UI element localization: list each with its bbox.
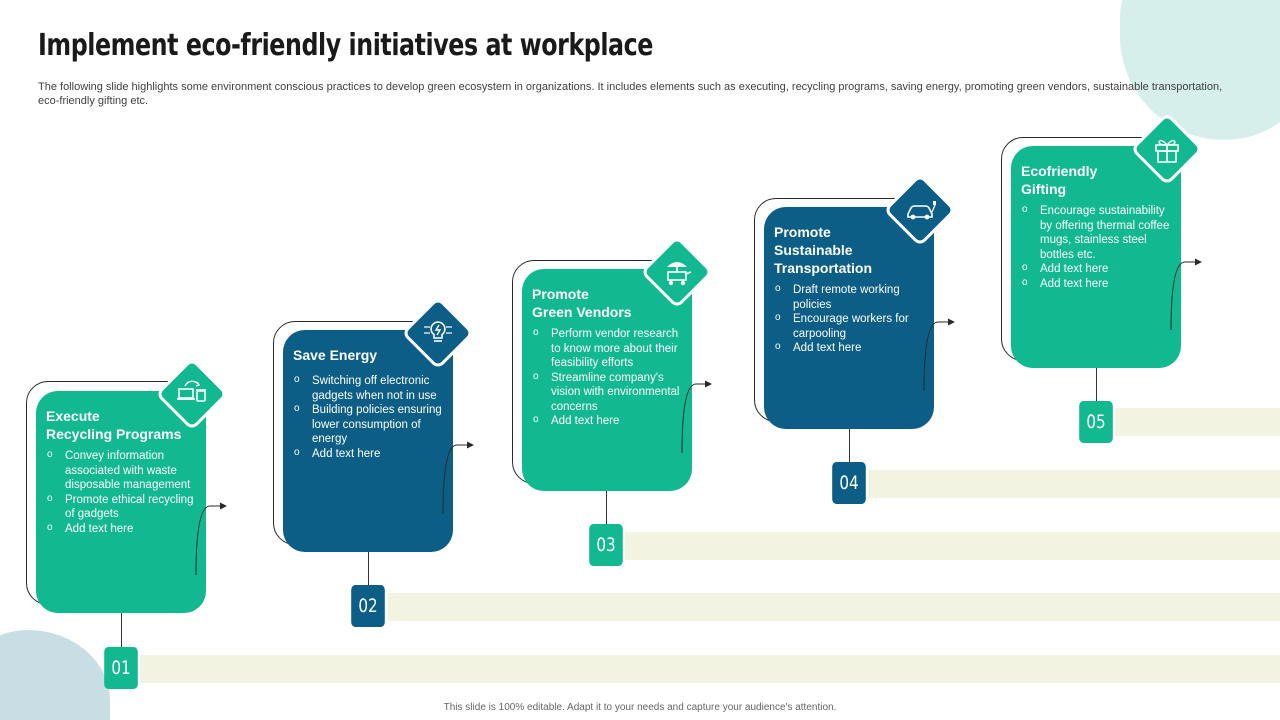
step-band-02 — [388, 593, 1280, 621]
step-band-05 — [1115, 408, 1280, 436]
step-bullet: o Draft remote working policies — [774, 283, 924, 312]
step-bullet-list — [1021, 204, 1171, 291]
step-band-01 — [140, 655, 1280, 683]
step-band-04 — [868, 470, 1280, 498]
step-bullet-list — [46, 449, 196, 536]
step-number-03: 03 — [589, 524, 623, 566]
step-card-gifting — [1011, 146, 1181, 368]
step-heading: Promote Sustainable Transportation — [774, 224, 873, 276]
step-connector-03 — [606, 491, 607, 524]
step-card-transportation — [764, 207, 934, 429]
step-card-green-vendors — [522, 269, 692, 491]
step-heading: Promote Green Vendors — [532, 286, 632, 320]
step-bullet: o Add text here — [293, 447, 443, 462]
footer-note: This slide is 100% editable. Adapt it to your needs and capture your audience's attention. — [443, 702, 837, 713]
step-bullet: o Encourage sustainability by offering thermal coffee mugs, stainless steel bottles etc. — [1021, 204, 1171, 262]
step-bullet-list — [774, 283, 924, 356]
step-bullet-list — [293, 374, 443, 461]
step-card-recycling — [36, 391, 206, 613]
step-card-save-energy — [283, 330, 453, 552]
step-heading: Execute Recycling Programs — [46, 408, 182, 442]
step-number-02: 02 — [351, 585, 385, 627]
page-subtitle: The following slide highlights some environment conscious practices to develop green ecosystem in organizations. It includes elements such as executing, recycling programs, saving energy, promoting green vendors, sustainable transportation, eco-friendly gifting etc. — [38, 81, 1223, 107]
page-title: Implement eco-friendly initiatives at workplace — [38, 28, 653, 63]
step-connector-05 — [1096, 368, 1097, 401]
step-connector-01 — [121, 613, 122, 648]
step-bullet: o Add text here — [46, 522, 196, 537]
step-bullet: o Add text here — [532, 414, 682, 429]
step-bullet: o Add text here — [1021, 277, 1171, 292]
step-bullet-list — [532, 327, 682, 429]
step-bullet: o Convey information associated with waste disposable management — [46, 449, 196, 493]
step-connector-04 — [849, 429, 850, 462]
step-bullet: o Promote ethical recycling of gadgets — [46, 493, 196, 522]
step-heading: Ecofriendly Gifting — [1021, 163, 1098, 197]
step-bullet: o Switching off electronic gadgets when not in use — [293, 374, 443, 403]
step-bullet: o Encourage workers for carpooling — [774, 312, 924, 341]
decorative-blob-top-right — [1120, 0, 1280, 140]
step-number-01: 01 — [104, 647, 138, 689]
step-band-03 — [625, 532, 1280, 560]
step-number-05: 05 — [1079, 401, 1113, 443]
step-heading: Save Energy — [293, 347, 378, 363]
step-bullet: o Perform vendor research to know more about their feasibility efforts — [532, 327, 682, 371]
step-bullet: o Streamline company's vision with environmental concerns — [532, 371, 682, 415]
step-bullet: o Add text here — [1021, 262, 1171, 277]
step-bullet: o Building policies ensuring lower consumption of energy — [293, 403, 443, 447]
step-number-04: 04 — [832, 462, 866, 504]
step-bullet: o Add text here — [774, 341, 924, 356]
step-connector-02 — [368, 551, 369, 586]
